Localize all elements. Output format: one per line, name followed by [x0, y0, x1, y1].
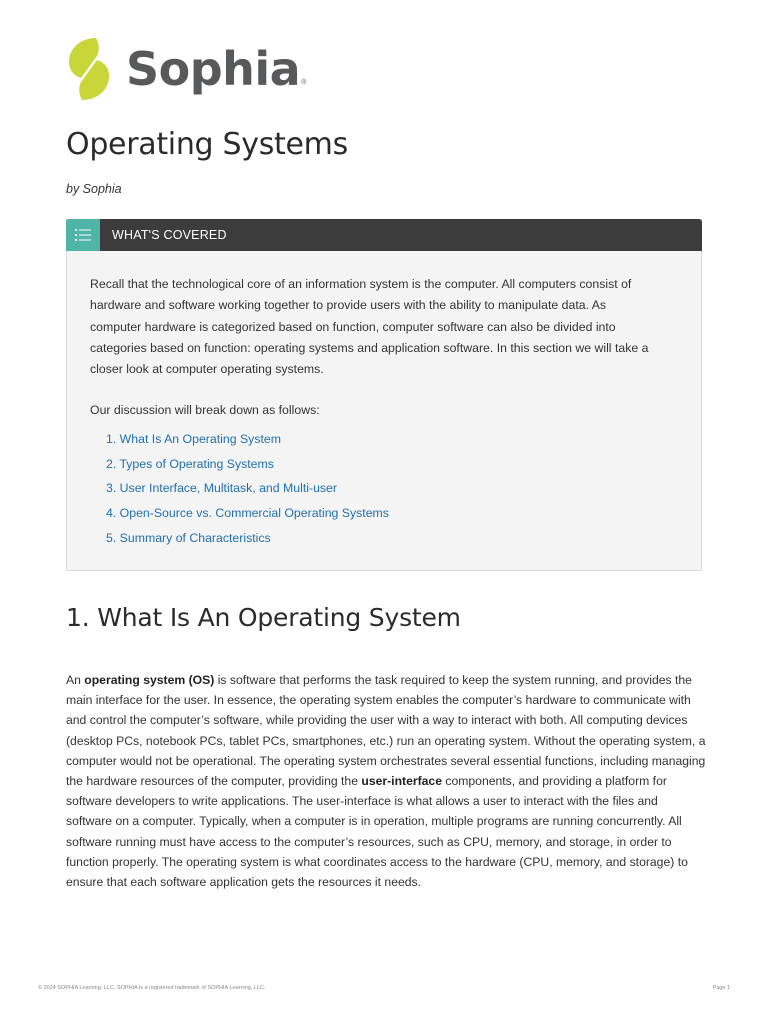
whats-covered-header	[66, 219, 702, 251]
term-operating-system: operating system (OS)	[84, 673, 215, 687]
section-paragraph: An operating system (OS) is software that performs the task required to keep the system running, and provides the main interface for the user. In essence, the operating system enables the computer’s hardware to communicate with and control the computer’s software, while providing the user with a way to interact with both. All computing devices (desktop PCs, notebook PCs, tablet PCs, smartphones, etc.) run an operating system. Without the operating system, a computer would not be operational. The operating system orchestrates several essential functions, including managing the hardware resources of the computer, providing the user-interface components, and providing a platform for software developers to write applications. The user-interface is what allows a user to interact with the files and software on a computer. Typically, when a computer is in operation, multiple programs are running concurrently. All software running must have access to the computer’s resources, such as CPU, memory, and storage, in order to function properly. The operating system is what coordinates access to the hardware (CPU, memory, and storage) to ensure that each software application gets the resources it needs.	[66, 673, 706, 890]
whats-covered-box	[66, 219, 702, 571]
logo-wordmark: Sophia	[126, 42, 301, 96]
section-heading: 1. What Is An Operating System	[66, 603, 461, 632]
sophia-logo	[66, 36, 306, 102]
toc-link-5[interactable]: 5. Summary of Characteristics	[106, 530, 271, 545]
byline: by Sophia	[66, 182, 122, 196]
footer-page-number: Page 1	[712, 985, 730, 991]
whats-covered-title: WHAT'S COVERED	[112, 228, 227, 242]
whats-covered-intro: Recall that the technological core of an information system is the computer. All computers consist of hardware and software working together to provide users with the ability to manipulate data. As computer hardware is categorized based on function, computer software can also be divided into categories based on function: operating systems and application software. In this section we will take a closer look at computer operating systems.	[90, 277, 649, 377]
toc-link-1[interactable]: 1. What Is An Operating System	[106, 432, 281, 446]
toc-link-2[interactable]: 2. Types of Operating Systems	[106, 456, 274, 471]
page-title: Operating Systems	[66, 127, 348, 162]
footer-copyright: © 2024 SOPHIA Learning, LLC. SOPHIA is a registered trademark of SOPHIA Learning, LLC.	[38, 985, 266, 991]
registered-mark: ®	[301, 79, 307, 86]
list-icon	[66, 219, 100, 251]
toc-link-3[interactable]: 3. User Interface, Multitask, and Multi-user	[106, 481, 337, 496]
table-of-contents	[106, 427, 389, 550]
term-user-interface: user-interface	[361, 774, 442, 789]
sophia-s-leaf-icon	[66, 36, 112, 102]
toc-link-4[interactable]: 4. Open-Source vs. Commercial Operating Systems	[106, 506, 389, 521]
whats-covered-lead: Our discussion will break down as follows:	[90, 403, 320, 417]
